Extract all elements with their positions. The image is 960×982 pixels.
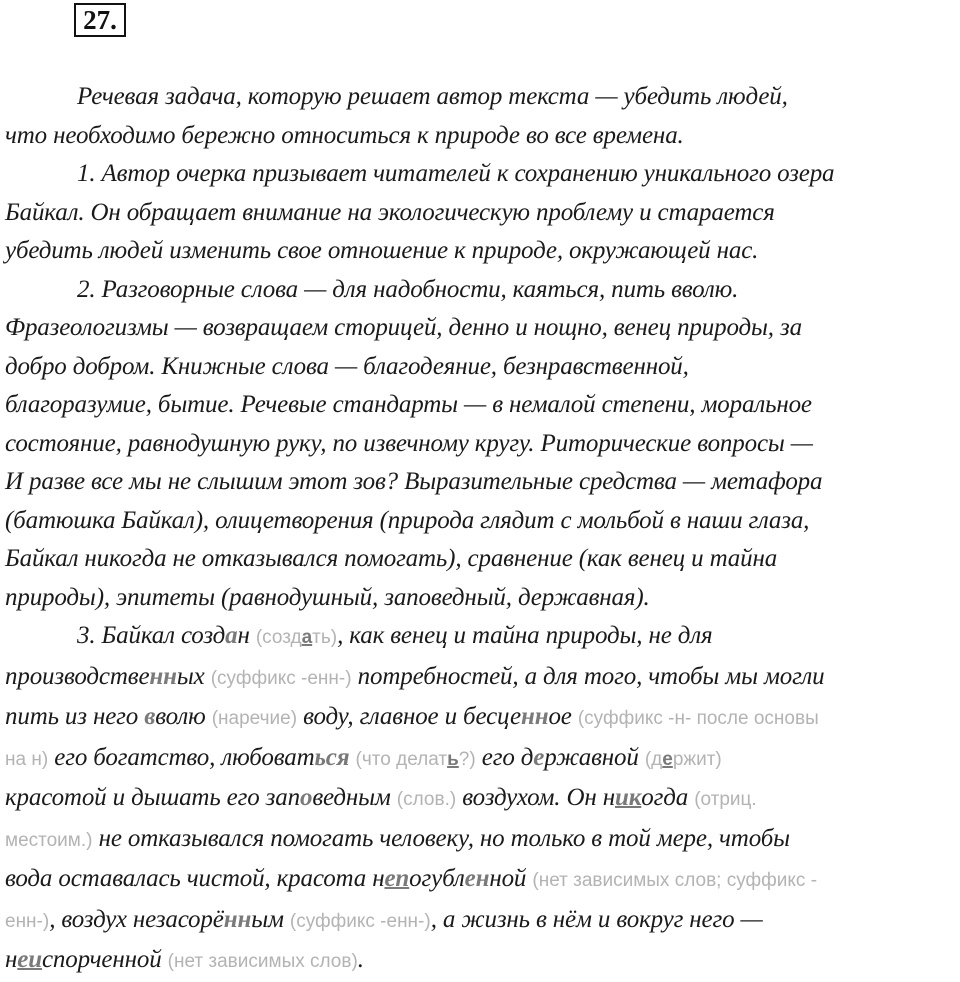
text-line (5, 579, 957, 618)
text-segment: пить из него (5, 703, 145, 730)
highlighted-spelling: еи (17, 946, 42, 973)
highlighted-spelling: еп (384, 865, 410, 892)
text-segment: природы), эпитеты (равнодушный, заповедный, державная). (5, 583, 650, 611)
text-line (5, 232, 957, 271)
answer-text (5, 78, 957, 982)
text-segment: ной (489, 865, 533, 892)
text-segment: , как венец и тайна природы, не для (337, 622, 713, 649)
text-segment: ых (176, 662, 211, 690)
text-segment: . (357, 946, 364, 973)
text-line (5, 271, 957, 310)
text-line (5, 155, 957, 194)
text-segment: н (237, 622, 256, 649)
text-segment: Фразеологизмы — возвращаем сторицей, денно и нощно, венец природы, за (5, 314, 802, 341)
highlighted-spelling: о (299, 784, 313, 811)
grammar-note: (нет зависимых слов) (167, 951, 358, 972)
grammar-note: а (301, 627, 313, 648)
text-line (5, 658, 957, 699)
grammar-note: ть) (312, 627, 338, 648)
text-line (5, 617, 957, 658)
text-segment: воздухом. Он н (456, 784, 615, 811)
text-segment: (батюшка Байкал), олицетворения (природа глядит с мольбой в наши глаза, (5, 506, 810, 534)
grammar-note: ?) (458, 748, 476, 770)
grammar-note: на н) (5, 748, 49, 770)
text-segment: ое (548, 703, 578, 730)
text-segment: потребностей, а для того, чтобы мы могли (351, 662, 825, 690)
text-line (5, 309, 957, 348)
grammar-note: (наречие) (211, 708, 298, 729)
text-segment: Речевая задача, которую решает автор текста — убедить людей, (77, 83, 788, 110)
text-line (5, 739, 957, 780)
text-segment: 1. Автор очерка призывает читателей к сохранению уникального озера (77, 160, 835, 187)
grammar-note: (нет зависимых слов; суффикс - (532, 870, 818, 891)
text-segment: добро добром. Книжные слова — благодеяние, безнравственной, (5, 352, 689, 380)
text-segment: ведным (312, 784, 397, 811)
text-line (5, 820, 957, 861)
text-line (5, 779, 957, 820)
text-segment: Байкал никогда не отказывался помогать), сравнение (как венец и тайна (5, 545, 778, 572)
text-line (5, 117, 957, 156)
text-line (5, 78, 957, 117)
text-segment: Байкал. Он обращает внимание на экологическую проблему и старается (5, 198, 775, 226)
highlighted-spelling: ик (615, 784, 642, 811)
highlighted-spelling: нн (520, 703, 549, 730)
grammar-note: (что делат (355, 748, 448, 770)
highlighted-spelling: в (144, 703, 156, 730)
grammar-note: (отриц. (694, 789, 757, 810)
text-line (5, 502, 957, 541)
text-segment: волю (155, 703, 212, 730)
text-segment: И разве все мы не слышим этот зов? Выразительные средства — метафора (5, 468, 823, 495)
text-line (5, 540, 957, 579)
text-segment: огубл (409, 865, 465, 892)
grammar-note: е (662, 748, 673, 770)
text-line (5, 194, 957, 233)
text-segment: не отказывался помогать человеку, но только в той мере, чтобы (92, 824, 790, 852)
text-line (5, 463, 957, 502)
text-segment: состояние, равнодушную руку, по извечному кругу. Риторические вопросы — (5, 429, 813, 457)
grammar-note: (д (644, 748, 663, 770)
text-line (5, 348, 957, 387)
grammar-note: местоим.) (5, 829, 93, 851)
highlighted-spelling: а (225, 622, 238, 649)
text-segment: спорченной (41, 946, 168, 973)
text-segment: огда (641, 784, 695, 811)
text-segment: его д (475, 743, 534, 771)
text-segment: его богатство, любоват (48, 743, 315, 771)
highlighted-spelling: нн (149, 662, 177, 690)
grammar-note: (созд (255, 627, 302, 648)
grammar-note: (суффикс -енн-) (210, 667, 352, 689)
task-number-box: 27. (74, 3, 126, 37)
grammar-note: ь (447, 748, 459, 770)
text-segment: , воздух незасорё (49, 905, 224, 933)
text-line (5, 901, 957, 942)
grammar-note: (суффикс -енн-) (289, 910, 431, 932)
grammar-note: енн-) (5, 910, 50, 932)
text-segment: воду, главное и бесце (297, 703, 521, 730)
text-segment: 2. Разговорные слова — для надобности, каяться, пить вволю. (77, 275, 739, 303)
highlighted-spelling: е (533, 743, 545, 771)
text-line (5, 698, 957, 739)
highlighted-spelling: ен (464, 865, 490, 892)
text-segment: 3. Байкал созд (77, 622, 226, 649)
highlighted-spelling: нн (223, 905, 252, 933)
text-segment: благоразумие, бытие. Речевые стандарты — в немалой степени, моральное (5, 391, 812, 418)
text-line (5, 941, 957, 982)
text-segment: красотой и дышать его зап (5, 784, 300, 811)
text-segment: ым (251, 905, 290, 933)
text-segment: , а жизнь в нём и вокруг него — (430, 905, 763, 933)
text-line (5, 860, 957, 901)
text-segment: н (5, 946, 18, 973)
highlighted-spelling: ься (314, 743, 350, 771)
text-line (5, 425, 957, 464)
grammar-note: (суффикс -н- после основы (577, 708, 819, 729)
text-segment: что необходимо бережно относиться к природе во все времена. (5, 121, 684, 149)
text-segment: производстве (5, 662, 150, 690)
text-segment: ржавной (544, 743, 645, 771)
text-segment: убедить людей изменить свое отношение к природе, окружающей нас. (5, 237, 759, 264)
text-line (5, 386, 957, 425)
grammar-note: (слов.) (396, 789, 457, 810)
grammar-note: ржит) (672, 748, 722, 770)
text-segment: вода оставалась чистой, красота н (5, 865, 385, 892)
